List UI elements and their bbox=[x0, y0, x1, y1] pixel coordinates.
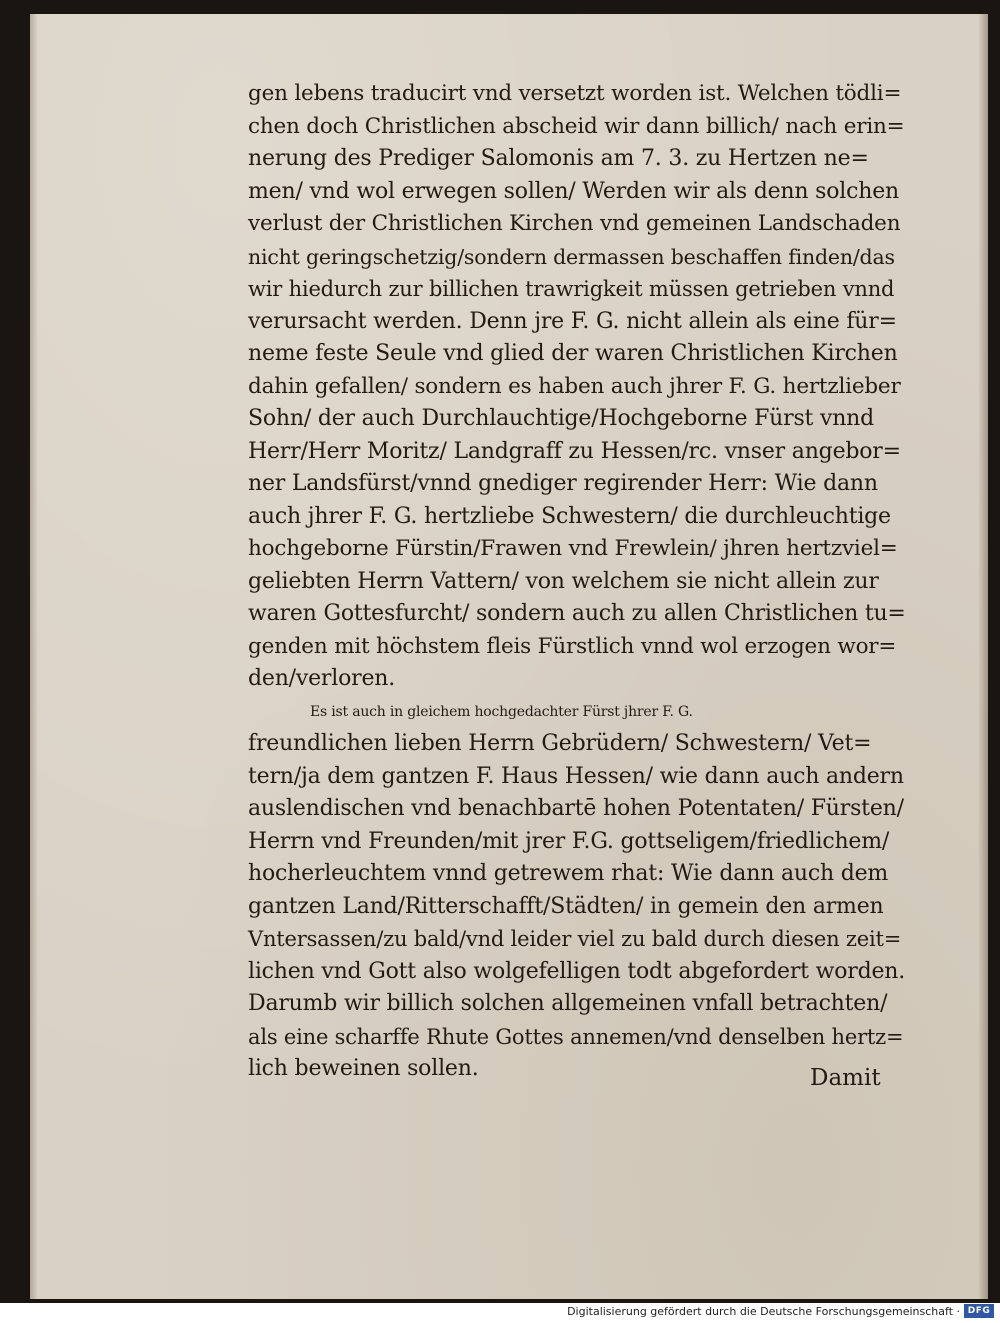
text-line: wir hiedurch zur billichen trawrigkeit müssen getrieben vnnd bbox=[248, 277, 895, 301]
text-line: gantzen Land/Ritterschafft/Städten/ in gemein den armen bbox=[248, 893, 884, 919]
text-line: nicht geringschetzig/sondern dermassen beschaffen finden/das bbox=[248, 244, 895, 269]
text-line: tern/ja dem gantzen F. Haus Hessen/ wie dann auch andern bbox=[248, 763, 904, 789]
text-line: neme feste Seule vnd glied der waren Christlichen Kirchen bbox=[248, 341, 898, 366]
text-line: auslendischen vnd benachbartē hohen Potentaten/ Fürsten/ bbox=[248, 796, 904, 821]
text-line: waren Gottesfurcht/ sondern auch zu allen Christlichen tu= bbox=[248, 601, 906, 626]
text-line: verlust der Christlichen Kirchen vnd gemeinen Landschaden bbox=[248, 211, 901, 236]
text-line: chen doch Christlichen abscheid wir dann billich/ nach erin= bbox=[248, 113, 905, 139]
text-line: dahin gefallen/ sondern es haben auch jhrer F. G. hertzlieber bbox=[248, 373, 901, 399]
text-line: geliebten Herrn Vattern/ von welchem sie nicht allein zur bbox=[248, 568, 879, 594]
catchword: Damit bbox=[810, 1065, 881, 1091]
text-line: auch jhrer F. G. hertzliebe Schwestern/ die durchleuchtige bbox=[248, 503, 891, 529]
paragraph-first-line: Es ist auch in gleichem hochgedachter Fürst jhrer F. G. bbox=[310, 703, 693, 720]
text-line: hocherleuchtem vnnd getrewem rhat: Wie dann auch dem bbox=[248, 861, 889, 886]
text-line: lich beweinen sollen. bbox=[248, 1056, 479, 1081]
funding-credit: Digitalisierung gefördert durch die Deutsche Forschungsgemeinschaft · bbox=[567, 1305, 960, 1318]
text-line: Darumb wir billich solchen allgemeinen vnfall betrachten/ bbox=[248, 991, 888, 1016]
text-line: men/ vnd wol erwegen sollen/ Werden wir als denn solchen bbox=[248, 178, 900, 204]
page-right-edge-shadow bbox=[978, 14, 988, 1299]
text-line: den/verloren. bbox=[248, 666, 396, 691]
text-line: verursacht werden. Denn jre F. G. nicht allein als eine für= bbox=[248, 308, 897, 334]
text-line: gen lebens traducirt vnd versetzt worden ist. Welchen tödli= bbox=[248, 81, 902, 106]
text-line: als eine scharffe Rhute Gottes annemen/vnd denselben hertz= bbox=[248, 1024, 904, 1049]
text-line: ner Landsfürst/vnnd gnediger regirender Herr: Wie dann bbox=[248, 471, 878, 496]
text-line: freundlichen lieben Herrn Gebrüdern/ Schwestern/ Vet= bbox=[248, 731, 872, 756]
text-line: nerung des Prediger Salomonis am 7. 3. zu Hertzen ne= bbox=[248, 146, 869, 171]
page-left-edge-shadow bbox=[30, 14, 38, 1299]
text-line: hochgeborne Fürstin/Frawen vnd Frewlein/ jhren hertzviel= bbox=[248, 536, 898, 561]
text-line: lichen vnd Gott also wolgefelligen todt abgefordert worden. bbox=[248, 958, 906, 984]
text-line: Vntersassen/zu bald/vnd leider viel zu bald durch diesen zeit= bbox=[248, 927, 902, 951]
text-line: genden mit höchstem fleis Fürstlich vnnd wol erzogen wor= bbox=[248, 633, 897, 659]
body-text bbox=[248, 78, 908, 1086]
text-line: Herrn vnd Freunden/mit jrer F.G. gottseligem/friedlichem/ bbox=[248, 828, 890, 854]
text-line: Herr/Herr Moritz/ Landgraff zu Hessen/rc. vnser angebor= bbox=[248, 438, 901, 464]
dfg-logo-icon: DFG bbox=[964, 1304, 994, 1318]
text-line: Sohn/ der auch Durchlauchtige/Hochgeborne Fürst vnnd bbox=[248, 406, 875, 431]
